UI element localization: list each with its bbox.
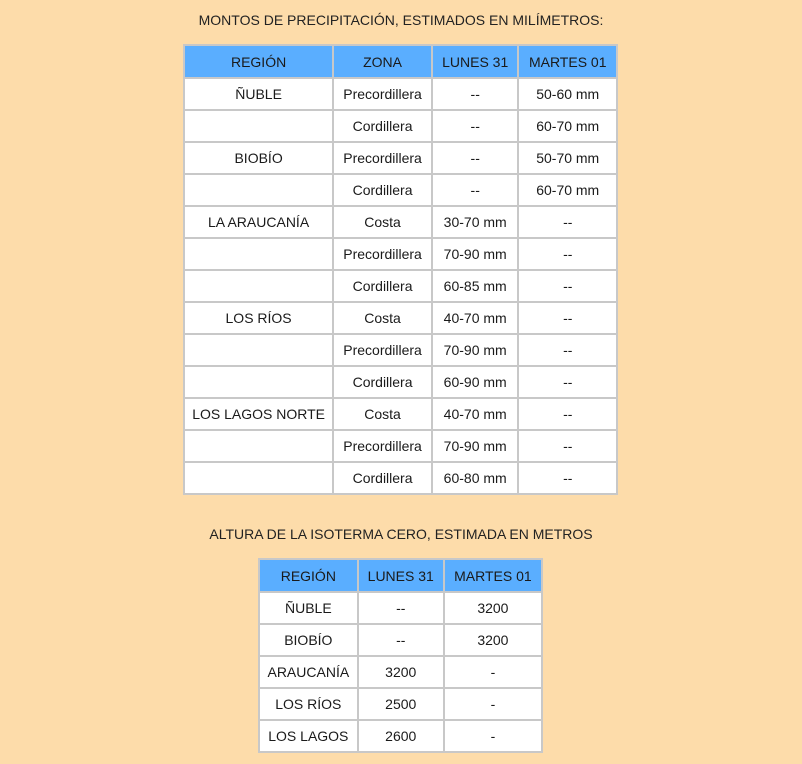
region-cell: ÑUBLE [259, 592, 358, 624]
martes-cell: 3200 [444, 592, 542, 624]
region-cell [184, 366, 333, 398]
zona-cell: Precordillera [333, 238, 432, 270]
region-cell [184, 238, 333, 270]
zona-cell: Cordillera [333, 270, 432, 302]
isotherm-title: ALTURA DE LA ISOTERMA CERO, ESTIMADA EN METROS [209, 526, 593, 542]
zona-cell: Precordillera [333, 78, 432, 110]
region-cell: BIOBÍO [184, 142, 333, 174]
header-region: REGIÓN [184, 45, 333, 78]
table-row [184, 462, 617, 494]
lunes-cell: 3200 [358, 656, 444, 688]
table-row [259, 656, 542, 688]
table-row [184, 78, 617, 110]
region-cell [184, 462, 333, 494]
region-cell: BIOBÍO [259, 624, 358, 656]
table-row [259, 592, 542, 624]
table-row [184, 430, 617, 462]
lunes-cell: 60-90 mm [432, 366, 519, 398]
zona-cell: Costa [333, 206, 432, 238]
header-martes: MARTES 01 [518, 45, 617, 78]
table-row [184, 270, 617, 302]
region-cell: ÑUBLE [184, 78, 333, 110]
table-row [184, 302, 617, 334]
martes-cell: -- [518, 302, 617, 334]
region-cell: LOS LAGOS [259, 720, 358, 752]
header-lunes: LUNES 31 [358, 559, 444, 592]
zona-cell: Precordillera [333, 430, 432, 462]
martes-cell: -- [518, 430, 617, 462]
precipitation-header-row [184, 45, 617, 78]
martes-cell: - [444, 688, 542, 720]
martes-cell: 50-70 mm [518, 142, 617, 174]
martes-cell: 50-60 mm [518, 78, 617, 110]
table-row [184, 174, 617, 206]
header-zona: ZONA [333, 45, 432, 78]
region-cell: LOS LAGOS NORTE [184, 398, 333, 430]
precipitation-table [183, 44, 618, 495]
table-row [259, 688, 542, 720]
region-cell [184, 334, 333, 366]
martes-cell: -- [518, 462, 617, 494]
lunes-cell: 60-85 mm [432, 270, 519, 302]
zona-cell: Precordillera [333, 142, 432, 174]
zona-cell: Costa [333, 398, 432, 430]
lunes-cell: -- [358, 624, 444, 656]
lunes-cell: -- [432, 78, 519, 110]
table-row [259, 720, 542, 752]
lunes-cell: 2500 [358, 688, 444, 720]
zona-cell: Precordillera [333, 334, 432, 366]
table-row [184, 110, 617, 142]
isotherm-table [258, 558, 543, 753]
table-row [184, 238, 617, 270]
lunes-cell: 40-70 mm [432, 302, 519, 334]
header-lunes: LUNES 31 [432, 45, 519, 78]
lunes-cell: 60-80 mm [432, 462, 519, 494]
lunes-cell: 70-90 mm [432, 430, 519, 462]
lunes-cell: -- [432, 174, 519, 206]
martes-cell: - [444, 656, 542, 688]
region-cell: ARAUCANÍA [259, 656, 358, 688]
martes-cell: 60-70 mm [518, 110, 617, 142]
lunes-cell: -- [432, 110, 519, 142]
lunes-cell: 70-90 mm [432, 238, 519, 270]
region-cell: LOS RÍOS [184, 302, 333, 334]
region-cell: LOS RÍOS [259, 688, 358, 720]
zona-cell: Cordillera [333, 110, 432, 142]
region-cell [184, 110, 333, 142]
region-cell: LA ARAUCANÍA [184, 206, 333, 238]
table-row [184, 366, 617, 398]
region-cell [184, 430, 333, 462]
martes-cell: 3200 [444, 624, 542, 656]
lunes-cell: 30-70 mm [432, 206, 519, 238]
martes-cell: -- [518, 270, 617, 302]
martes-cell: 60-70 mm [518, 174, 617, 206]
martes-cell: -- [518, 334, 617, 366]
precipitation-title: MONTOS DE PRECIPITACIÓN, ESTIMADOS EN MILÍMETROS: [198, 12, 604, 28]
martes-cell: -- [518, 206, 617, 238]
lunes-cell: -- [358, 592, 444, 624]
martes-cell: -- [518, 238, 617, 270]
zona-cell: Cordillera [333, 462, 432, 494]
zona-cell: Cordillera [333, 174, 432, 206]
table-row [184, 398, 617, 430]
zona-cell: Costa [333, 302, 432, 334]
table-row [184, 334, 617, 366]
lunes-cell: 2600 [358, 720, 444, 752]
martes-cell: -- [518, 366, 617, 398]
lunes-cell: -- [432, 142, 519, 174]
lunes-cell: 40-70 mm [432, 398, 519, 430]
isotherm-header-row [259, 559, 542, 592]
zona-cell: Cordillera [333, 366, 432, 398]
header-region: REGIÓN [259, 559, 358, 592]
lunes-cell: 70-90 mm [432, 334, 519, 366]
martes-cell: -- [518, 398, 617, 430]
table-row [184, 206, 617, 238]
martes-cell: - [444, 720, 542, 752]
table-row [184, 142, 617, 174]
region-cell [184, 174, 333, 206]
region-cell [184, 270, 333, 302]
table-row [259, 624, 542, 656]
header-martes: MARTES 01 [444, 559, 542, 592]
